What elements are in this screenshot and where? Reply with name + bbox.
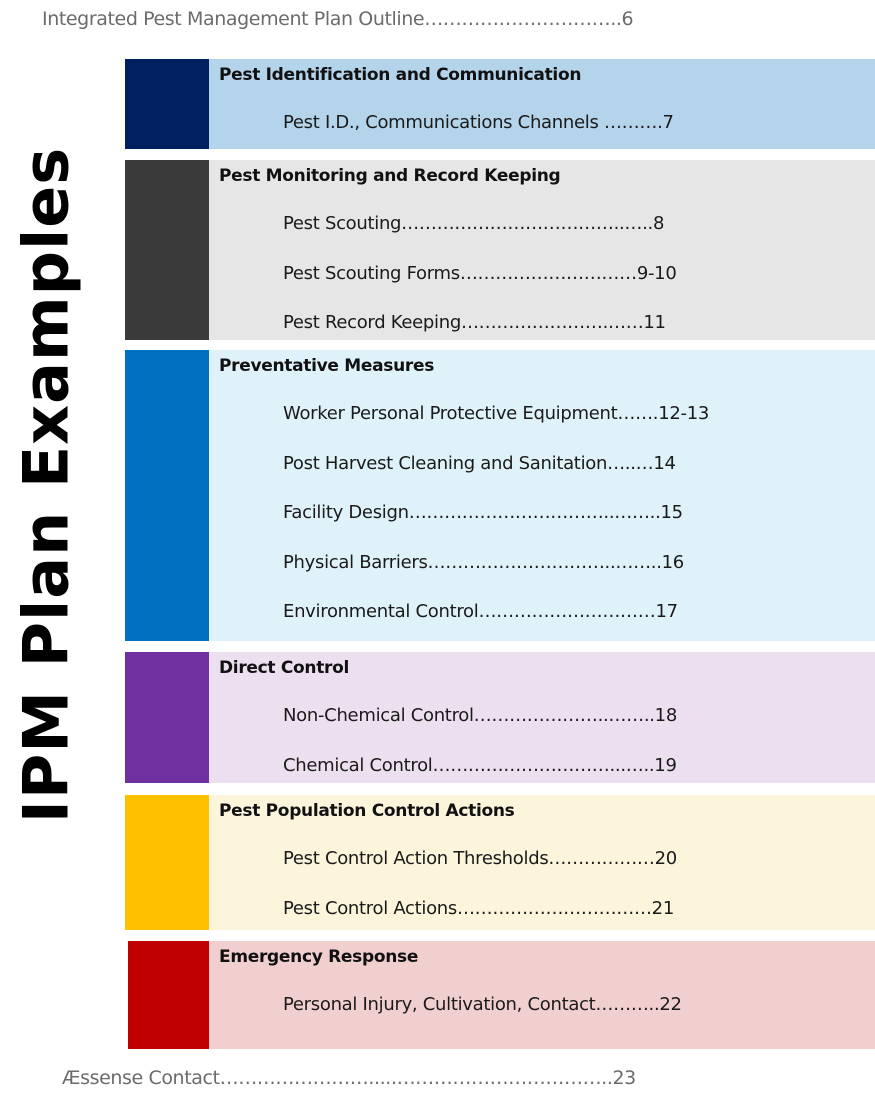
toc-entry[interactable]: Chemical Control…………………………...…..19 (283, 754, 677, 776)
toc-entry-contact[interactable]: Æssense Contact…………………….....……………………………..23 (62, 1067, 636, 1089)
toc-section (125, 350, 875, 641)
toc-entry[interactable]: Pest Control Action Thresholds………………20 (283, 848, 677, 869)
section-heading: Pest Identification and Communication (219, 65, 582, 85)
side-title: IPM Plan Examples (9, 146, 83, 824)
toc-entry[interactable]: Non-Chemical Control…………………..……..18 (283, 705, 677, 726)
section-heading: Emergency Response (219, 947, 419, 967)
section-heading: Preventative Measures (219, 356, 435, 376)
toc-section (125, 941, 875, 1049)
section-heading: Pest Monitoring and Record Keeping (219, 166, 561, 186)
toc-entry[interactable]: Pest I.D., Communications Channels ……….7 (283, 112, 674, 133)
toc-entry[interactable]: Pest Scouting………………………………..…..8 (283, 213, 665, 234)
section-color-bar (125, 59, 209, 149)
toc-entry-ipm-outline[interactable]: Integrated Pest Management Plan Outline…………………………..6 (42, 8, 634, 30)
section-color-bar (125, 652, 209, 783)
toc-entry[interactable]: Facility Design……………………………..……..15 (283, 502, 683, 523)
toc-section (125, 59, 875, 149)
toc-entry[interactable]: Pest Scouting Forms…………………………9-10 (283, 262, 677, 284)
toc-entry[interactable]: Pest Control Actions……………………………21 (283, 897, 674, 919)
toc-entry[interactable]: Physical Barriers…………………………..……..16 (283, 551, 684, 573)
section-heading: Direct Control (219, 658, 350, 678)
section-panel (209, 350, 875, 641)
toc-section (125, 795, 875, 930)
toc-section (125, 160, 875, 340)
toc-entry[interactable]: Personal Injury, Cultivation, Contact………..22 (283, 994, 682, 1015)
toc-entry[interactable]: Pest Record Keeping…………………….……11 (283, 312, 666, 333)
section-color-bar (125, 350, 209, 641)
section-heading: Pest Population Control Actions (219, 801, 515, 821)
toc-entry[interactable]: Post Harvest Cleaning and Sanitation…..…14 (283, 452, 676, 474)
toc-entry[interactable]: Worker Personal Protective Equipment…….12-13 (283, 403, 709, 424)
toc-entry[interactable]: Environmental Control…………………………17 (283, 601, 678, 622)
toc-section (125, 652, 875, 783)
section-color-bar (125, 160, 209, 340)
section-color-bar (128, 941, 209, 1049)
section-color-bar (125, 795, 209, 930)
